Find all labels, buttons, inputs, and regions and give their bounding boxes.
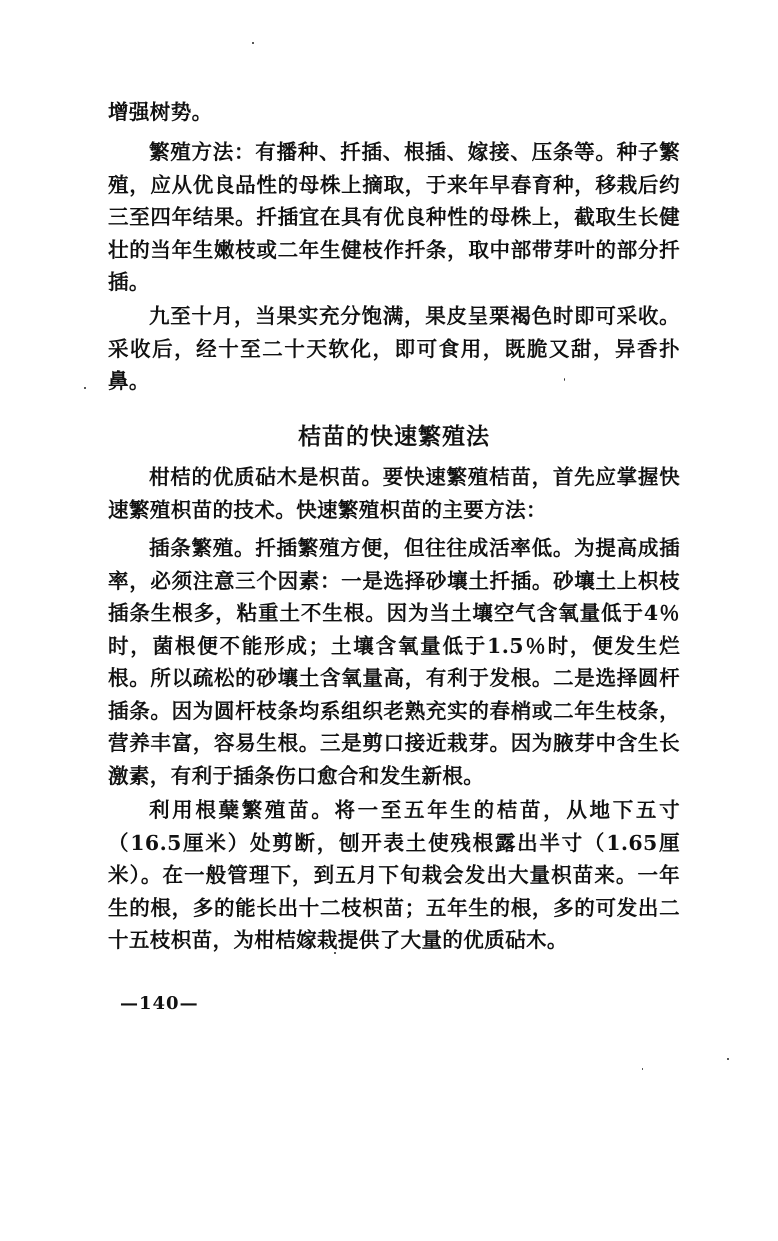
scan-speck (84, 387, 86, 389)
paragraph-cutting-propagation: 插条繁殖。扦插繁殖方便，但往往成活率低。为提高成插率，必须注意三个因素：一是选择砂壤土扦插。砂壤土上枳枝插条生根多，粘重土不生根。因为当土壤空气含氧量低于4％时，菌根便不能形成；土壤含氧量低于1.5％时，便发生烂根。所以疏松的砂壤土含氧量高，有利于发根。二是选择圆杆插条。因为圆杆枝条均系组织老熟充实的春梢或二年生枝条，营养丰富，容易生根。三是剪口接近栽芽。因为腋芽中含生长激素，有利于插条伤口愈合和发生新根。 (108, 536, 680, 788)
paragraph-harvest: 九至十月，当果实充分饱满，果皮呈栗褐色时即可采收。采收后，经十至二十天软化，即可食用，既脆又甜，异香扑鼻。 (108, 304, 680, 393)
paragraph-propagation-methods: 繁殖方法：有播种、扦插、根插、嫁接、压条等。种子繁殖，应从优良品性的母株上摘取，于来年早春育种，移栽后约三至四年结果。扦插宜在具有优良种性的母株上，截取生长健壮的当年生嫩枝或二年生健枝作扦条，取中部带芽叶的部分扦插。 (108, 140, 680, 294)
paragraph-rootstock-intro: 柑桔的优质砧木是枳苗。要快速繁殖桔苗，首先应掌握快速繁殖枳苗的技术。快速繁殖枳苗的主要方法： (108, 465, 680, 522)
page-number: —140— (120, 993, 199, 1014)
scan-speck (252, 42, 254, 44)
paragraph-root-sucker-propagation: 利用根蘖繁殖苗。将一至五年生的桔苗，从地下五寸（16.5厘米）处剪断，刨开表土使残根露出半寸（1.65厘米）。在一般管理下，到五月下旬栽会发出大量枳苗来。一年生的根，多的能长出十二枝枳苗；五年生的根，多的可发出二十五枝枳苗，为柑桔嫁栽提供了大量的优质砧木。 (108, 798, 680, 952)
scan-speck (334, 952, 336, 954)
scan-speck (642, 1068, 643, 1070)
section-heading: 桔苗的快速繁殖法 (298, 423, 490, 450)
scan-speck (727, 1058, 729, 1060)
paragraph-continuation: 增强树势。 (108, 100, 213, 124)
scan-speck (564, 378, 565, 381)
